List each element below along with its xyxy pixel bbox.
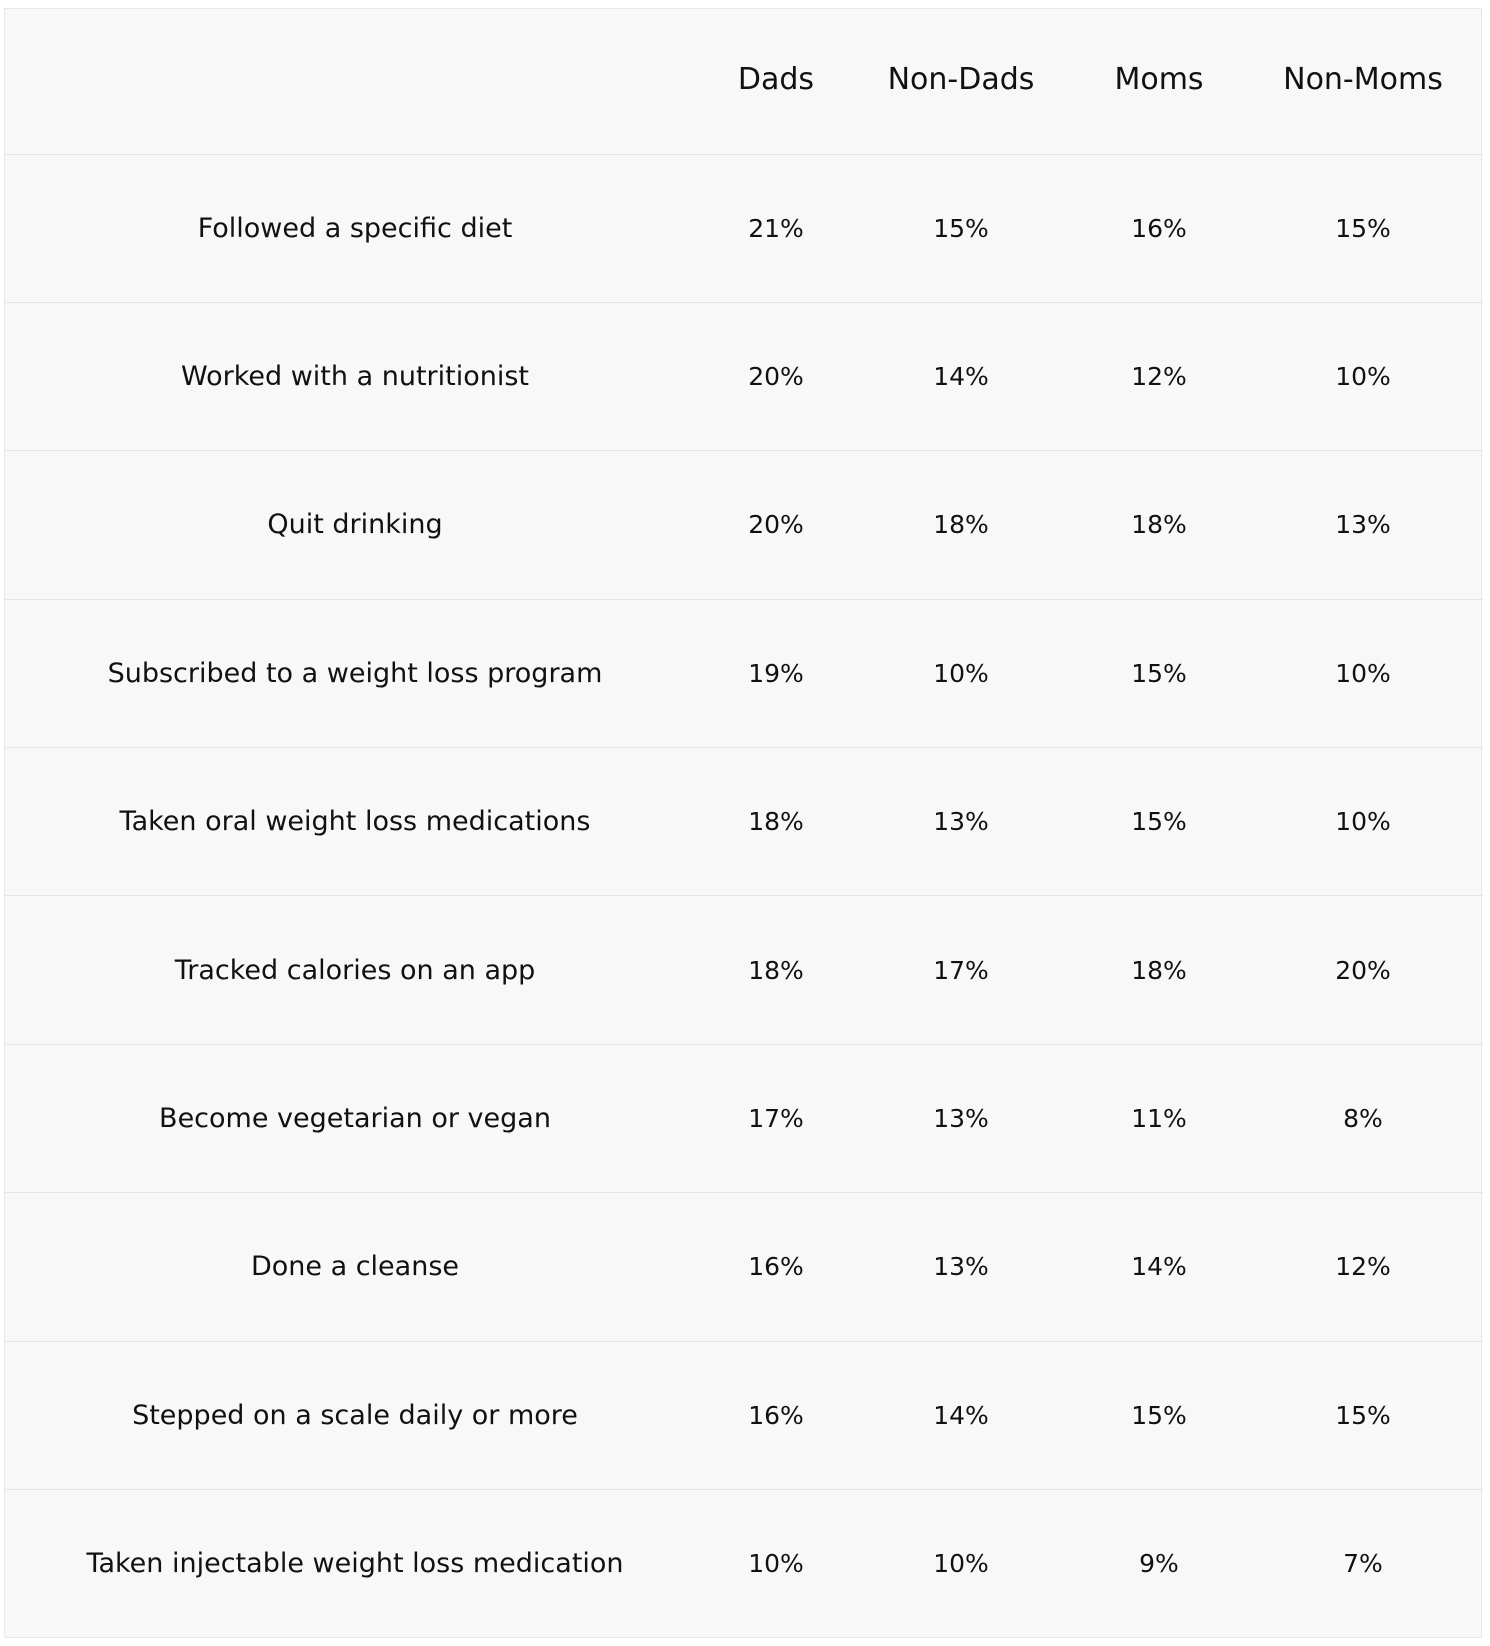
cell-moms: 18%: [1131, 955, 1187, 985]
cell-dads: 19%: [748, 658, 804, 688]
cell-dads: 21%: [748, 213, 804, 243]
cell-non-moms: 13%: [1335, 510, 1391, 540]
data-table: [5, 9, 1483, 1638]
cell-non-dads: 10%: [933, 1549, 989, 1579]
cell-non-moms: 10%: [1335, 658, 1391, 688]
row-label: Taken oral weight loss medications: [119, 806, 591, 838]
cell-non-dads: 17%: [933, 955, 989, 985]
row-label: Taken injectable weight loss medication: [86, 1548, 624, 1580]
cell-dads: 16%: [748, 1400, 804, 1430]
data-table-container: [4, 8, 1482, 1638]
cell-non-dads: 10%: [933, 658, 989, 688]
cell-moms: 16%: [1131, 213, 1187, 243]
cell-dads: 18%: [748, 807, 804, 837]
row-label: Worked with a nutritionist: [180, 361, 530, 393]
row-label: Followed a specific diet: [197, 212, 513, 244]
cell-moms: 15%: [1131, 1400, 1187, 1430]
cell-non-moms: 7%: [1343, 1549, 1383, 1579]
cell-dads: 18%: [748, 955, 804, 985]
cell-moms: 11%: [1131, 1104, 1187, 1134]
header-cell-dads: Dads: [737, 62, 815, 98]
cell-non-moms: 10%: [1335, 807, 1391, 837]
header-cell-label: [5, 9, 705, 154]
cell-moms: 18%: [1131, 510, 1187, 540]
cell-non-dads: 13%: [933, 1252, 989, 1282]
row-label: Subscribed to a weight loss program: [107, 657, 603, 689]
table-row: [5, 1044, 1483, 1192]
cell-non-dads: 18%: [933, 510, 989, 540]
cell-non-moms: 20%: [1335, 955, 1391, 985]
cell-non-moms: 15%: [1335, 1400, 1391, 1430]
row-label: Become vegetarian or vegan: [159, 1103, 551, 1135]
table-body: [5, 154, 1483, 1638]
table-row: [5, 748, 1483, 896]
row-label: Tracked calories on an app: [174, 954, 536, 986]
cell-moms: 14%: [1131, 1252, 1187, 1282]
header-row: [5, 9, 1483, 154]
cell-dads: 10%: [748, 1549, 804, 1579]
table-row: [5, 896, 1483, 1044]
cell-moms: 15%: [1131, 807, 1187, 837]
cell-dads: 20%: [748, 510, 804, 540]
cell-dads: 17%: [748, 1104, 804, 1134]
cell-non-dads: 13%: [933, 807, 989, 837]
cell-non-moms: 10%: [1335, 362, 1391, 392]
header-cell-non-moms: Non-Moms: [1283, 62, 1443, 98]
cell-non-dads: 15%: [933, 213, 989, 243]
table-row: [5, 599, 1483, 747]
table-row: [5, 154, 1483, 302]
table-row: [5, 302, 1483, 450]
table-row: [5, 451, 1483, 599]
cell-moms: 15%: [1131, 658, 1187, 688]
cell-moms: 12%: [1131, 362, 1187, 392]
row-label: Stepped on a scale daily or more: [132, 1399, 578, 1431]
cell-non-dads: 14%: [933, 362, 989, 392]
header-cell-non-dads: Non-Dads: [887, 62, 1035, 98]
cell-non-dads: 13%: [933, 1104, 989, 1134]
cell-non-dads: 14%: [933, 1400, 989, 1430]
cell-dads: 20%: [748, 362, 804, 392]
row-label: Done a cleanse: [250, 1251, 460, 1283]
cell-moms: 9%: [1139, 1549, 1179, 1579]
table-row: [5, 1490, 1483, 1638]
header-cell-moms: Moms: [1114, 62, 1204, 98]
table-row: [5, 1341, 1483, 1489]
table-row: [5, 1193, 1483, 1341]
table-header: [5, 9, 1483, 154]
cell-dads: 16%: [748, 1252, 804, 1282]
cell-non-moms: 8%: [1343, 1104, 1383, 1134]
row-label: Quit drinking: [267, 509, 443, 541]
cell-non-moms: 15%: [1335, 213, 1391, 243]
cell-non-moms: 12%: [1335, 1252, 1391, 1282]
